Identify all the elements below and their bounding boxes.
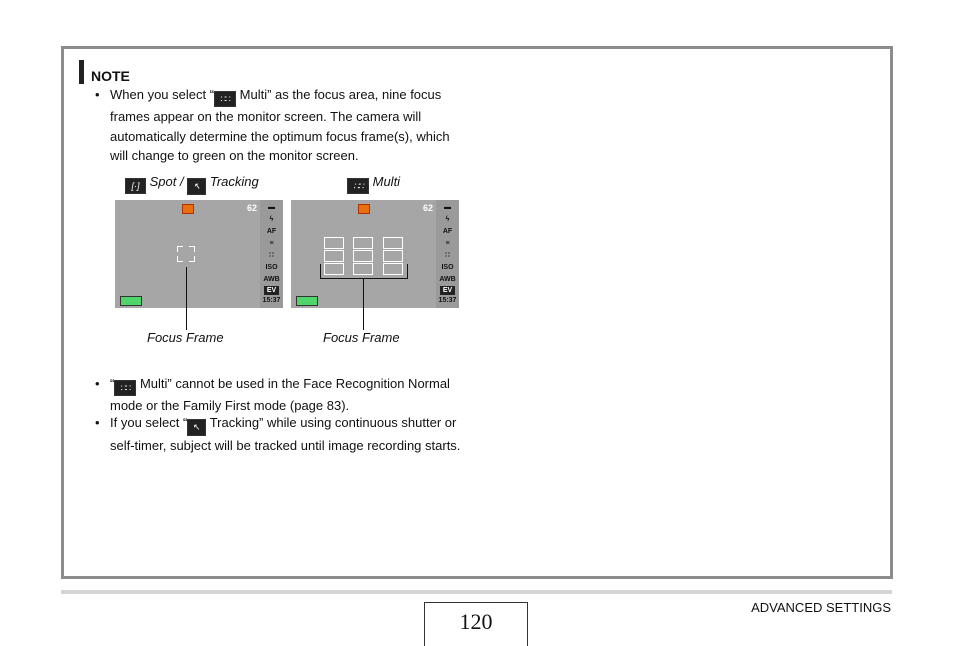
shot-count: 62 xyxy=(246,203,257,213)
leader-line xyxy=(186,267,187,330)
size-icon: ▬ xyxy=(268,204,275,211)
record-mode-icon xyxy=(358,204,370,214)
leader-line xyxy=(407,264,408,279)
bullet-item: • When you select “∷∷ Multi” as the focus area, nine focus frames appear on the monitor screen. The camera will automatically determine the optimum focus frame(s), which will change to green on the monitor screen. xyxy=(110,85,470,166)
flash-icon: ϟ xyxy=(445,216,450,223)
monitor-multi xyxy=(291,200,459,308)
flash-icon: ϟ xyxy=(269,216,274,223)
shot-count: 62 xyxy=(422,203,433,213)
monitor-spot xyxy=(115,200,283,308)
af-icon: AF xyxy=(442,228,453,235)
ev-icon: EV xyxy=(440,286,455,295)
clock-readout: 15:37 xyxy=(262,297,281,304)
note-marker xyxy=(79,60,84,84)
focus-frame xyxy=(353,250,373,262)
focus-frame xyxy=(324,237,344,249)
bullet-item: • If you select “↖ Tracking” while using continuous shutter or self-timer, subject will be tracked until image recording starts. xyxy=(110,413,470,456)
caption-spot-tracking: [·] Spot / ↖ Tracking xyxy=(125,174,259,195)
awb-icon: AWB xyxy=(263,276,280,283)
metering-icon: ≡ xyxy=(445,240,450,247)
section-title: ADVANCED SETTINGS xyxy=(751,600,891,615)
bullet-item: • “∷∷ Multi” cannot be used in the Face Recognition Normal mode or the Family First mode (page 83). xyxy=(110,374,470,416)
focus-frame xyxy=(383,250,403,262)
battery-icon xyxy=(296,296,318,306)
focus-frame xyxy=(324,250,344,262)
clock-readout: 15:37 xyxy=(438,297,457,304)
spot-focus-icon xyxy=(125,178,146,194)
face-icon: ∷ xyxy=(445,252,450,259)
iso-icon: ISO xyxy=(265,264,278,271)
footer-rule xyxy=(61,590,892,594)
size-icon: ▬ xyxy=(444,204,451,211)
status-column xyxy=(436,200,459,308)
af-icon: AF xyxy=(266,228,277,235)
leader-line xyxy=(320,278,408,279)
ev-icon: EV xyxy=(264,286,279,295)
focus-frame xyxy=(353,237,373,249)
multi-focus-icon xyxy=(114,380,136,396)
multi-focus-icon xyxy=(214,91,236,107)
metering-icon: ≡ xyxy=(269,240,274,247)
focus-frame-label: Focus Frame xyxy=(323,330,400,345)
spot-focus-frame xyxy=(177,246,195,262)
iso-icon: ISO xyxy=(441,264,454,271)
page-number: 120 xyxy=(424,602,528,646)
tracking-focus-icon xyxy=(187,419,206,436)
caption-multi: ∷∷ Multi xyxy=(347,174,400,194)
face-icon: ∷ xyxy=(269,252,274,259)
multi-focus-icon xyxy=(347,178,369,194)
awb-icon: AWB xyxy=(439,276,456,283)
leader-line xyxy=(320,264,321,279)
record-mode-icon xyxy=(182,204,194,214)
battery-icon xyxy=(120,296,142,306)
leader-line xyxy=(363,278,364,330)
note-title: NOTE xyxy=(91,68,130,84)
focus-frame xyxy=(353,263,373,275)
status-column xyxy=(260,200,283,308)
focus-frame-label: Focus Frame xyxy=(147,330,224,345)
focus-frame xyxy=(383,237,403,249)
focus-frame xyxy=(324,263,344,275)
focus-frame xyxy=(383,263,403,275)
tracking-focus-icon xyxy=(187,178,206,195)
